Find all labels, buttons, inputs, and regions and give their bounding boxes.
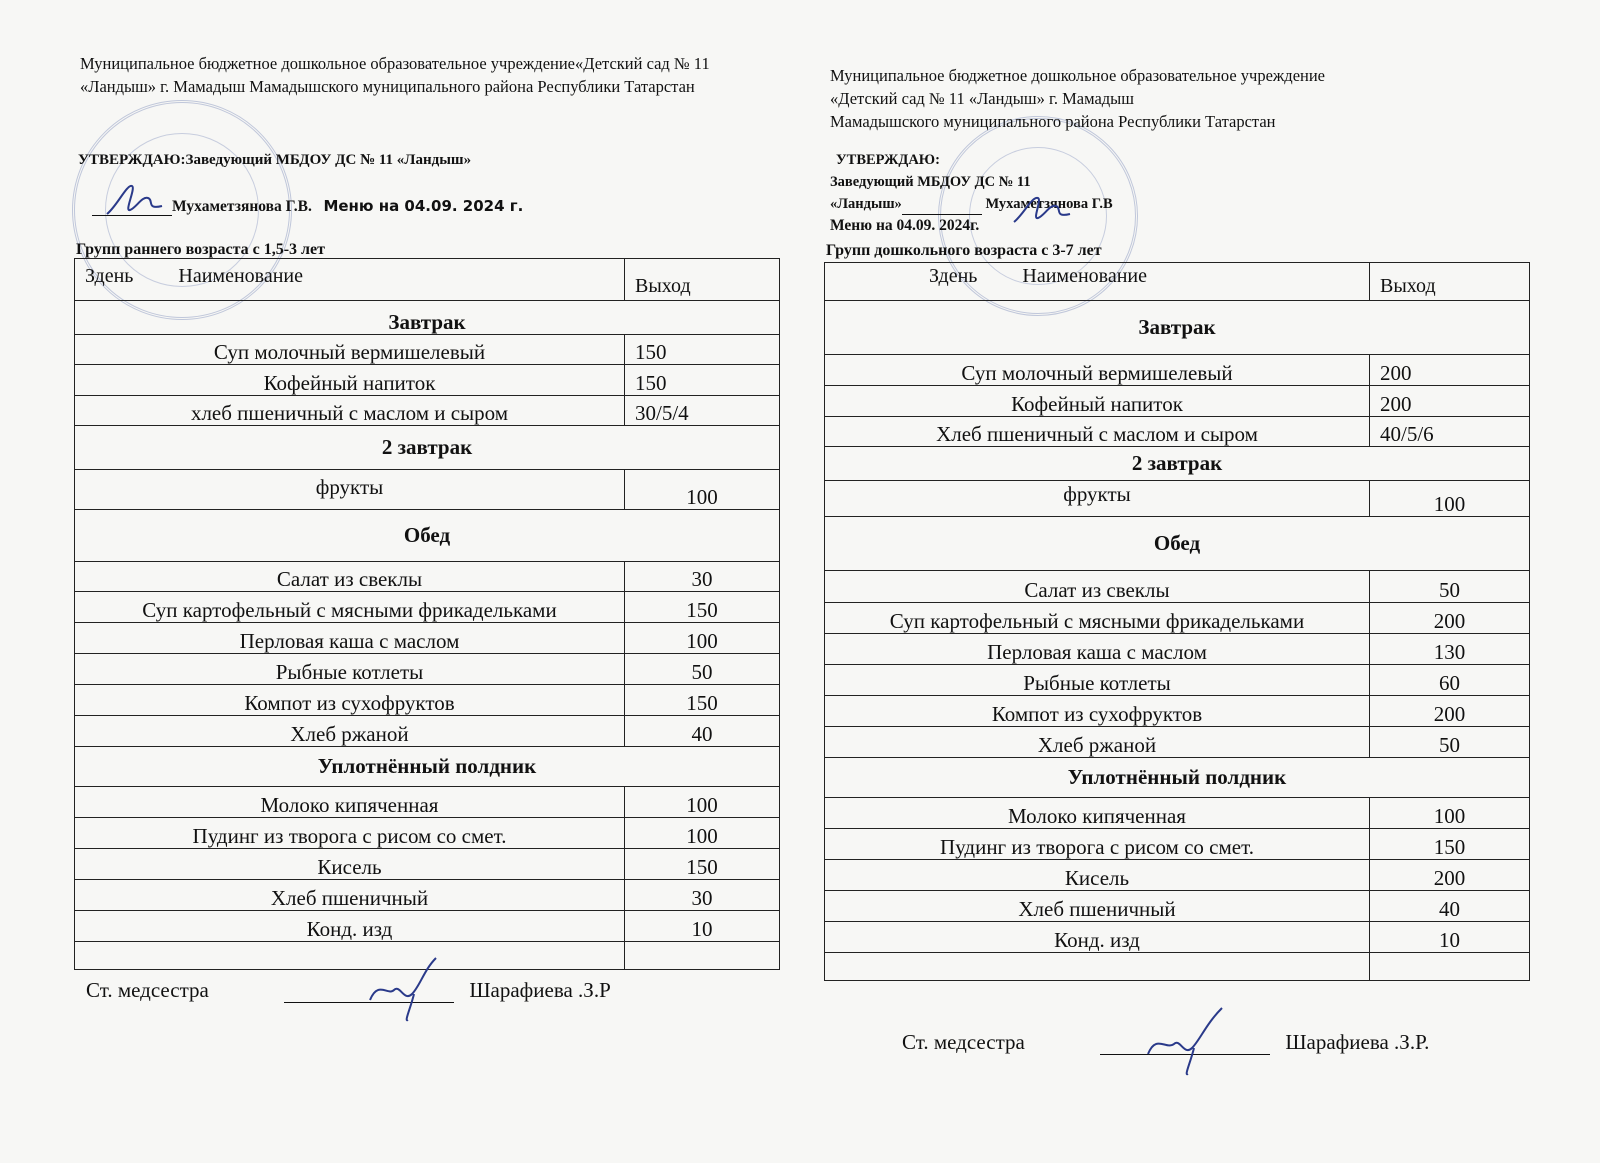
dish-name: Конд. изд: [825, 922, 1370, 953]
dish-name: Рыбные котлеты: [75, 654, 625, 685]
dish-name: Суп молочный вермишелевый: [825, 355, 1370, 386]
menu-date: Меню на 04.09. 2024 г.: [323, 197, 524, 215]
table-row: [825, 860, 1530, 891]
header-out: Выход: [625, 259, 780, 301]
table-row: [75, 880, 780, 911]
nurse-label: Ст. медсестра: [86, 978, 209, 1002]
meal-row: [75, 510, 780, 562]
meal-row: [75, 426, 780, 470]
org-line-3: Мамадышского муниципального района Республики Татарстан: [830, 112, 1276, 131]
dish-name: Пудинг из творога с рисом со смет.: [825, 829, 1370, 860]
table-row: [75, 849, 780, 880]
dish-out: 200: [1370, 355, 1530, 386]
dish-out: 30/5/4: [625, 396, 780, 426]
table-row: [75, 685, 780, 716]
table-row: [75, 470, 780, 510]
approval-text: УТВЕРЖДАЮ:: [836, 152, 940, 168]
header-out: Выход: [1370, 263, 1530, 301]
dish-name: фрукты: [75, 470, 625, 510]
dish-name: Кисель: [825, 860, 1370, 891]
table-row: [825, 922, 1530, 953]
table-row: [825, 481, 1530, 517]
dish-name: хлеб пшеничный с маслом и сыром: [75, 396, 625, 426]
dish-name: Кофейный напиток: [75, 365, 625, 396]
dish-out: 150: [1370, 829, 1530, 860]
table-row: [825, 603, 1530, 634]
meal-row: [75, 301, 780, 335]
dish-out: 200: [1370, 603, 1530, 634]
table-row: [75, 623, 780, 654]
meal-row: [825, 517, 1530, 571]
header-day: Здень: [85, 265, 134, 287]
dish-out: 50: [625, 654, 780, 685]
table-row: [75, 818, 780, 849]
head-signature: [1010, 188, 1080, 228]
approval-line: [78, 152, 471, 169]
head-signature-line: [92, 197, 523, 216]
table-row: [825, 829, 1530, 860]
dish-out: 60: [1370, 665, 1530, 696]
header-day: Здень: [929, 265, 978, 287]
group-title: Групп дошкольного возраста с 3-7 лет: [826, 242, 1102, 259]
dish-name: фрукты: [825, 481, 1370, 517]
header-name: Наименование: [1022, 265, 1148, 287]
table-header-row: [75, 259, 780, 301]
table-header-row: [825, 263, 1530, 301]
organization-name: [830, 64, 1535, 133]
dish-name: Кисель: [75, 849, 625, 880]
table-row: [75, 335, 780, 365]
dish-out: 200: [1370, 860, 1530, 891]
meal-row: [825, 758, 1530, 798]
meal-title-breakfast2: 2 завтрак: [825, 447, 1530, 481]
menu-table: [74, 258, 780, 970]
table-row: [825, 798, 1530, 829]
table-row: [75, 592, 780, 623]
dish-name: Хлеб пшеничный: [75, 880, 625, 911]
dish-out: 130: [1370, 634, 1530, 665]
dish-name: Компот из сухофруктов: [825, 696, 1370, 727]
approval-position: Заведующий МБДОУ ДС № 11: [830, 174, 1031, 190]
menu-table: [824, 262, 1530, 981]
meal-title-lunch: Обед: [825, 517, 1530, 571]
dish-out: 30: [625, 880, 780, 911]
dish-out: 40: [625, 716, 780, 747]
dish-out: 40/5/6: [1370, 417, 1530, 447]
dish-name: Конд. изд: [75, 911, 625, 942]
nurse-name: Шарафиева .З.Р: [469, 978, 611, 1002]
meal-row: [825, 301, 1530, 355]
dish-out: 200: [1370, 696, 1530, 727]
dish-name: Перловая каша с маслом: [75, 623, 625, 654]
table-row: [825, 571, 1530, 603]
meal-row: [825, 447, 1530, 481]
approval-text: УТВЕРЖДАЮ:Заведующий МБДОУ ДС № 11 «Ландыш»: [78, 152, 472, 168]
table-row: [825, 665, 1530, 696]
dish-name: Молоко кипяченная: [75, 787, 625, 818]
dish-out: 150: [625, 849, 780, 880]
dish-out: 100: [625, 470, 780, 510]
table-row: [75, 654, 780, 685]
head-name: Мухаметзянова Г.В.: [172, 198, 312, 215]
group-title: Групп раннего возраста с 1,5-3 лет: [76, 241, 325, 258]
organization-name: Муниципальное бюджетное дошкольное образовательное учреждение«Детский сад № 11 «Ландыш» г. Мамадыш Мамадышского муниципального района Республики Татарстан: [80, 54, 710, 96]
dish-name: Суп молочный вермишелевый: [75, 335, 625, 365]
meal-title-snack: Уплотнённый полдник: [75, 747, 780, 787]
dish-name: Рыбные котлеты: [825, 665, 1370, 696]
dish-out: 100: [625, 787, 780, 818]
meal-title-breakfast: Завтрак: [825, 301, 1530, 355]
table-row: [825, 386, 1530, 417]
dish-out: 50: [1370, 571, 1530, 603]
nurse-signature: [362, 950, 452, 1030]
dish-out: 100: [625, 623, 780, 654]
nurse-label: Ст. медсестра: [902, 1030, 1025, 1054]
dish-name: Салат из свеклы: [75, 562, 625, 592]
meal-title-snack: Уплотнённый полдник: [825, 758, 1530, 798]
dish-name: Перловая каша с маслом: [825, 634, 1370, 665]
table-row: [825, 355, 1530, 386]
dish-name: Суп картофельный с мясными фрикадельками: [75, 592, 625, 623]
dish-name: Хлеб ржаной: [75, 716, 625, 747]
dish-out: 150: [625, 365, 780, 396]
dish-name: Хлеб ржаной: [825, 727, 1370, 758]
dish-name: Суп картофельный с мясными фрикадельками: [825, 603, 1370, 634]
header-name-cell: [825, 263, 1370, 301]
dish-name: Хлеб пшеничный с маслом и сыром: [825, 417, 1370, 447]
table-row: [825, 891, 1530, 922]
table-row: [75, 562, 780, 592]
dish-name: Пудинг из творога с рисом со смет.: [75, 818, 625, 849]
meal-title-breakfast: Завтрак: [75, 301, 780, 335]
dish-out: 150: [625, 335, 780, 365]
dish-out: 100: [625, 818, 780, 849]
dish-out: 200: [1370, 386, 1530, 417]
dish-out: 150: [625, 685, 780, 716]
dish-name: Кофейный напиток: [825, 386, 1370, 417]
dish-out: 150: [625, 592, 780, 623]
table-row: [825, 696, 1530, 727]
meal-title-lunch: Обед: [75, 510, 780, 562]
dish-out: 50: [1370, 727, 1530, 758]
dish-name: Компот из сухофруктов: [75, 685, 625, 716]
approval-org: «Ландыш» Мухаметзянова Г.В: [830, 193, 1113, 215]
head-name: Мухаметзянова Г.В: [985, 196, 1113, 212]
dish-out: 40: [1370, 891, 1530, 922]
nurse-signature: [1140, 1002, 1240, 1082]
dish-out: 10: [625, 911, 780, 942]
org-line-1: Муниципальное бюджетное дошкольное образовательное учреждение: [830, 66, 1325, 85]
dish-name: Молоко кипяченная: [825, 798, 1370, 829]
org-line-2: «Детский сад № 11 «Ландыш» г. Мамадыш: [830, 89, 1134, 108]
nurse-name: Шарафиева .З.Р.: [1285, 1030, 1430, 1054]
table-row: [75, 365, 780, 396]
dish-out: 30: [625, 562, 780, 592]
dish-out: 100: [1370, 481, 1530, 517]
table-row: [75, 911, 780, 942]
dish-name: Салат из свеклы: [825, 571, 1370, 603]
table-row: [75, 787, 780, 818]
table-row: [825, 417, 1530, 447]
table-row: [75, 396, 780, 426]
header-name-cell: [75, 259, 625, 301]
dish-name: Хлеб пшеничный: [825, 891, 1370, 922]
dish-out: 100: [1370, 798, 1530, 829]
header-name: Наименование: [178, 265, 304, 287]
table-row-empty: [825, 953, 1530, 981]
meal-title-breakfast2: 2 завтрак: [75, 426, 780, 470]
dish-out: 10: [1370, 922, 1530, 953]
table-row: [825, 727, 1530, 758]
table-row: [75, 716, 780, 747]
meal-row: [75, 747, 780, 787]
menu-date: Меню на 04.09. 2024г.: [830, 217, 980, 234]
table-row: [825, 634, 1530, 665]
